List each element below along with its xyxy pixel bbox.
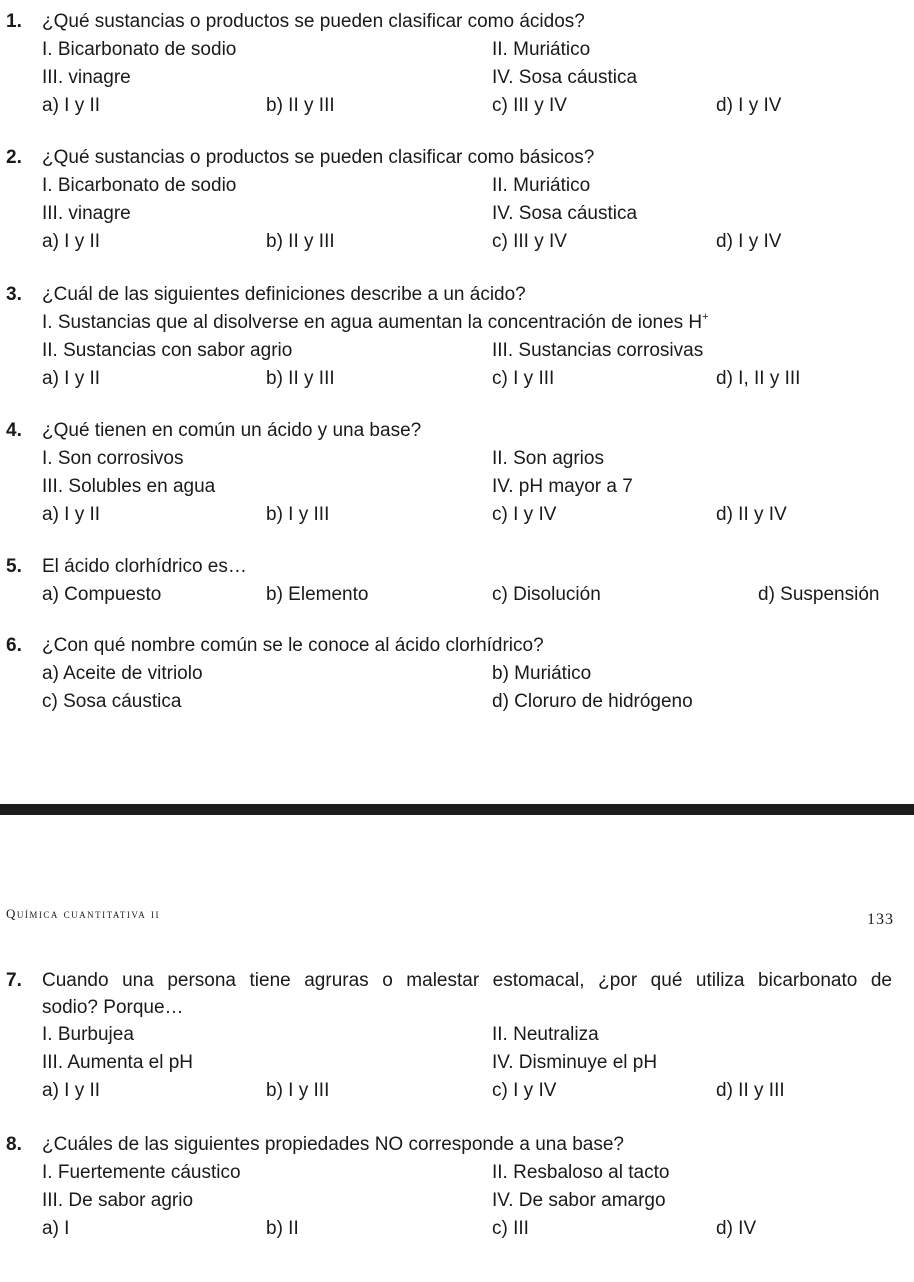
- answer-option-a[interactable]: a) I y II: [42, 95, 101, 116]
- answer-option-c[interactable]: c) I y IV: [492, 504, 557, 525]
- statement: IV. Sosa cáustica: [492, 203, 638, 224]
- statement: IV. De sabor amargo: [492, 1190, 666, 1211]
- statement: I. Bicarbonato de sodio: [42, 175, 237, 196]
- answer-option-b[interactable]: b) II y III: [266, 368, 335, 389]
- statement: I. Fuertemente cáustico: [42, 1162, 241, 1183]
- question-number: 8.: [6, 1134, 22, 1155]
- statement: III. Solubles en agua: [42, 476, 216, 497]
- statement: I. Burbujea: [42, 1024, 134, 1045]
- answer-option-c[interactable]: c) I y III: [492, 368, 555, 389]
- answer-option-d[interactable]: d) I, II y III: [716, 368, 801, 389]
- question-text: ¿Qué sustancias o productos se pueden clasificar como ácidos?: [42, 11, 585, 32]
- question-text: El ácido clorhídrico es…: [42, 556, 247, 577]
- answer-option-a[interactable]: a) Compuesto: [42, 584, 162, 605]
- statement: IV. pH mayor a 7: [492, 476, 633, 497]
- question-text-line-1: Cuando una persona tiene agruras o malestar estomacal, ¿por qué utiliza bicarbonato de: [42, 970, 892, 991]
- question-number: 1.: [6, 11, 22, 32]
- question-text-line-2: sodio? Porque…: [42, 997, 184, 1018]
- answer-option-b[interactable]: b) I y III: [266, 1080, 330, 1101]
- superscript-plus: +: [702, 311, 709, 323]
- previous-page-edge: [0, 0, 914, 6]
- answer-option-d[interactable]: d) Suspensión: [758, 584, 880, 605]
- page-break-rule: [0, 804, 914, 815]
- answer-option-d[interactable]: d) I y IV: [716, 231, 782, 252]
- answer-option-a[interactable]: a) Aceite de vitriolo: [42, 663, 203, 684]
- question-number: 3.: [6, 284, 22, 305]
- question-text: ¿Qué tienen en común un ácido y una base?: [42, 420, 422, 441]
- statement-text: I. Sustancias que al disolverse en agua aumentan la concentración de iones H: [42, 312, 703, 333]
- answer-option-d[interactable]: d) Cloruro de hidrógeno: [492, 691, 693, 712]
- question-number: 5.: [6, 556, 22, 577]
- question-number: 7.: [6, 970, 22, 991]
- answer-option-c[interactable]: c) III y IV: [492, 231, 567, 252]
- statement: III. vinagre: [42, 203, 131, 224]
- answer-option-d[interactable]: d) II y IV: [716, 504, 787, 525]
- answer-option-a[interactable]: a) I y II: [42, 504, 101, 525]
- statement: IV. Sosa cáustica: [492, 67, 638, 88]
- answer-option-d[interactable]: d) II y III: [716, 1080, 785, 1101]
- answer-option-c[interactable]: c) III y IV: [492, 95, 567, 116]
- answer-option-d[interactable]: d) IV: [716, 1218, 757, 1239]
- statement: I. Son corrosivos: [42, 448, 184, 469]
- statement: III. Sustancias corrosivas: [492, 340, 704, 361]
- statement: IV. Disminuye el pH: [492, 1052, 658, 1073]
- statement: II. Neutraliza: [492, 1024, 599, 1045]
- answer-option-c[interactable]: c) III: [492, 1218, 529, 1239]
- statement: III. De sabor agrio: [42, 1190, 194, 1211]
- statement: II. Sustancias con sabor agrio: [42, 340, 293, 361]
- question-text: ¿Qué sustancias o productos se pueden clasificar como básicos?: [42, 147, 595, 168]
- statement: II. Muriático: [492, 175, 591, 196]
- answer-option-a[interactable]: a) I y II: [42, 231, 101, 252]
- answer-option-a[interactable]: a) I y II: [42, 1080, 101, 1101]
- answer-option-b[interactable]: b) I y III: [266, 504, 330, 525]
- answer-option-d[interactable]: d) I y IV: [716, 95, 782, 116]
- answer-option-b[interactable]: b) Elemento: [266, 584, 369, 605]
- question-number: 4.: [6, 420, 22, 441]
- answer-option-c[interactable]: c) I y IV: [492, 1080, 557, 1101]
- question-text: ¿Cuáles de las siguientes propiedades NO corresponde a una base?: [42, 1134, 624, 1155]
- question-number: 6.: [6, 635, 22, 656]
- page-number: 133: [867, 911, 894, 928]
- statement: III. Aumenta el pH: [42, 1052, 194, 1073]
- statement: [42, 312, 709, 334]
- answer-option-c[interactable]: c) Sosa cáustica: [42, 691, 182, 712]
- answer-option-b[interactable]: b) II y III: [266, 231, 335, 252]
- running-title: Química cuantitativa ii: [6, 906, 160, 921]
- answer-option-c[interactable]: c) Disolución: [492, 584, 601, 605]
- statement: II. Muriático: [492, 39, 591, 60]
- question-number: 2.: [6, 147, 22, 168]
- question-text: ¿Cuál de las siguientes definiciones describe a un ácido?: [42, 284, 526, 305]
- answer-option-a[interactable]: a) I y II: [42, 368, 101, 389]
- answer-option-b[interactable]: b) II y III: [266, 95, 335, 116]
- answer-option-a[interactable]: a) I: [42, 1218, 70, 1239]
- statement: I. Bicarbonato de sodio: [42, 39, 237, 60]
- statement: III. vinagre: [42, 67, 131, 88]
- answer-option-b[interactable]: b) II: [266, 1218, 299, 1239]
- answer-option-b[interactable]: b) Muriático: [492, 663, 592, 684]
- question-text: ¿Con qué nombre común se le conoce al ácido clorhídrico?: [42, 635, 544, 656]
- statement: II. Son agrios: [492, 448, 604, 469]
- statement: II. Resbaloso al tacto: [492, 1162, 670, 1183]
